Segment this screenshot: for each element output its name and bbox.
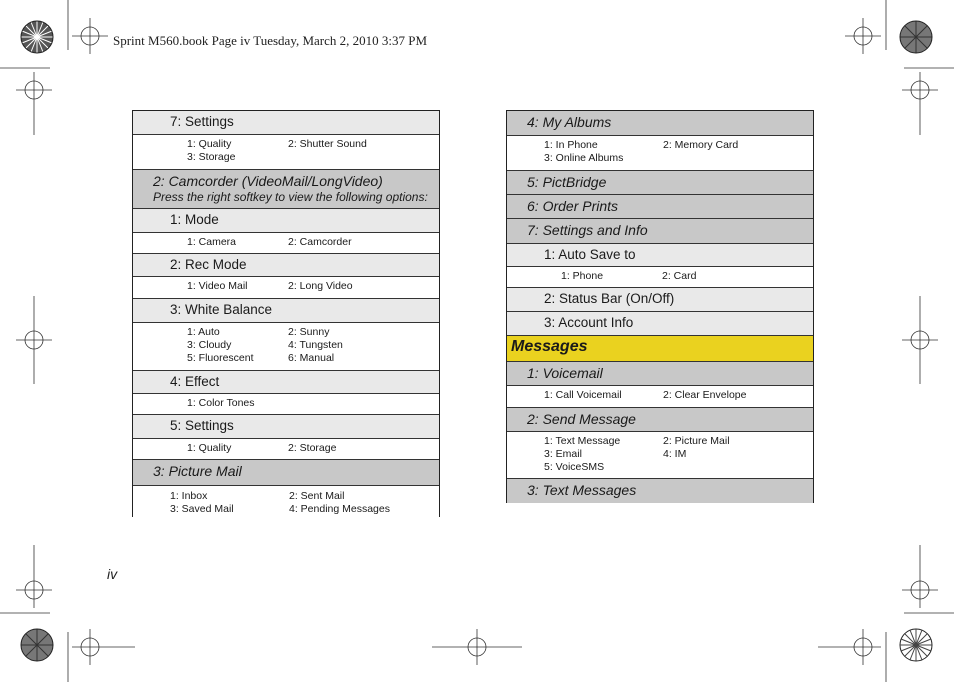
option: 1: Inbox	[170, 490, 208, 502]
camcorder-note: Press the right softkey to view the following options:	[153, 190, 428, 204]
crosshair-icon	[902, 545, 938, 608]
left-menu-table	[132, 110, 440, 517]
menu-item-white-balance: 3: White Balance	[133, 299, 439, 323]
option: 3: Cloudy	[187, 339, 232, 352]
option: 2: Picture Mail	[663, 435, 730, 447]
option: 1: Camera	[187, 236, 237, 248]
picture-mail-options	[133, 486, 439, 520]
option: 4: IM	[663, 448, 687, 461]
option: 1: Call Voicemail	[544, 389, 622, 401]
option: 3: Saved Mail	[170, 503, 234, 516]
crosshair-icon	[72, 18, 108, 54]
option: 2: Clear Envelope	[663, 389, 747, 401]
menu-item-settings-and-info: 7: Settings and Info	[507, 219, 813, 244]
menu-item-camcorder: 2: Camcorder (VideoMail/LongVideo) Press the right softkey to view the following options:	[133, 170, 439, 209]
option: 2: Sunny	[288, 326, 330, 338]
option: 2: Memory Card	[663, 139, 739, 151]
white-balance-options	[133, 323, 439, 371]
settings-options	[133, 135, 439, 170]
option: 1: Auto	[187, 326, 220, 338]
rec-mode-options	[133, 277, 439, 299]
option: 1: Phone	[561, 270, 604, 282]
menu-item-picture-mail: 3: Picture Mail	[133, 460, 439, 486]
menu-item-mode: 1: Mode	[133, 209, 439, 233]
menu-item-settings-2: 5: Settings	[133, 415, 439, 439]
voicemail-options	[507, 386, 813, 408]
crosshair-icon	[845, 18, 881, 54]
section-messages: Messages	[507, 336, 813, 362]
page-number: iv	[107, 566, 118, 582]
option: 3: Online Albums	[544, 152, 624, 165]
option: 5: VoiceSMS	[544, 461, 605, 474]
auto-save-options	[507, 267, 813, 288]
option: 2: Long Video	[288, 280, 353, 292]
menu-item-auto-save: 1: Auto Save to	[507, 244, 813, 267]
menu-item-text-messages: 3: Text Messages	[507, 479, 813, 503]
option: 2: Sent Mail	[289, 490, 345, 502]
menu-item-settings: 7: Settings	[133, 111, 439, 135]
menu-item-voicemail: 1: Voicemail	[507, 362, 813, 386]
option: 2: Card	[662, 270, 697, 282]
menu-item-effect: 4: Effect	[133, 371, 439, 394]
crosshair-icon	[16, 72, 52, 135]
checker-target-icon	[21, 629, 53, 661]
option: 1: Quality	[187, 138, 232, 150]
option: 1: Quality	[187, 442, 232, 454]
option: 2: Camcorder	[288, 236, 352, 248]
right-menu-table	[506, 110, 814, 503]
settings-2-options	[133, 439, 439, 460]
crosshair-icon	[16, 296, 52, 384]
crosshair-icon	[902, 72, 938, 135]
crosshair-icon	[72, 629, 135, 665]
crosshair-icon	[16, 545, 52, 608]
starburst-target-icon	[21, 21, 53, 53]
send-message-options	[507, 432, 813, 479]
option: 6: Manual	[288, 352, 335, 365]
option: 2: Shutter Sound	[288, 138, 367, 150]
print-header: Sprint M560.book Page iv Tuesday, March 2, 2010 3:37 PM	[113, 33, 428, 48]
starburst-target-icon	[900, 629, 932, 661]
menu-item-status-bar: 2: Status Bar (On/Off)	[507, 288, 813, 312]
menu-item-pictbridge: 5: PictBridge	[507, 171, 813, 195]
option: 4: Pending Messages	[289, 503, 390, 516]
option: 5: Fluorescent	[187, 352, 254, 365]
checker-target-icon	[900, 21, 932, 53]
menu-item-rec-mode: 2: Rec Mode	[133, 254, 439, 277]
option: 1: In Phone	[544, 139, 598, 151]
option: 3: Email	[544, 448, 582, 461]
option: 2: Storage	[288, 442, 337, 454]
mode-options	[133, 233, 439, 254]
menu-item-order-prints: 6: Order Prints	[507, 195, 813, 219]
crosshair-icon	[902, 296, 938, 384]
option: 1: Text Message	[544, 435, 621, 447]
option: 1: Color Tones	[187, 397, 255, 409]
crosshair-icon	[432, 629, 522, 665]
option: 1: Video Mail	[187, 280, 248, 292]
menu-item-account-info: 3: Account Info	[507, 312, 813, 336]
crosshair-icon	[818, 629, 881, 665]
my-albums-options	[507, 136, 813, 171]
option: 3: Storage	[187, 151, 236, 164]
menu-item-send-message: 2: Send Message	[507, 408, 813, 432]
option: 4: Tungsten	[288, 339, 343, 352]
menu-item-my-albums: 4: My Albums	[507, 111, 813, 136]
effect-options	[133, 394, 439, 415]
